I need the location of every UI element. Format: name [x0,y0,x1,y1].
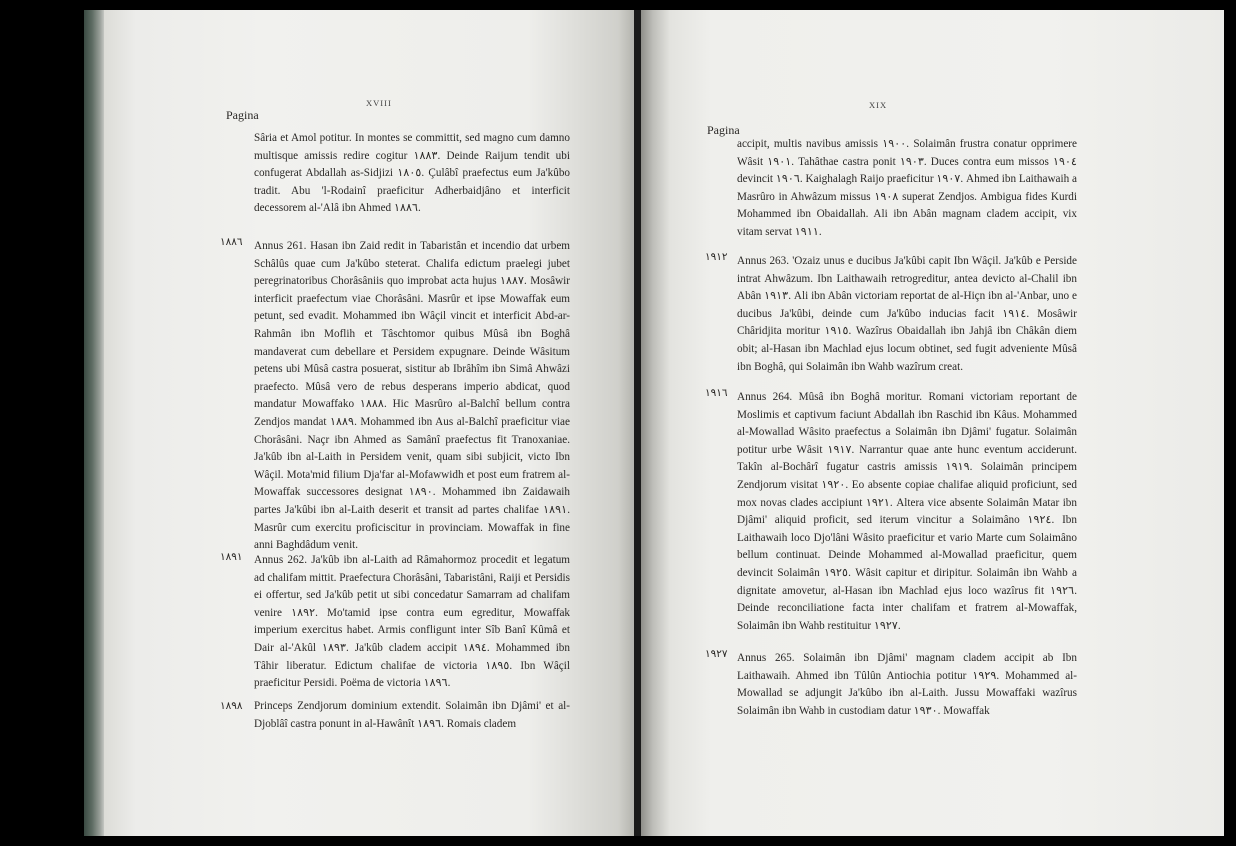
entry-paragraph: Annus 263. 'Ozaiz unus e ducibus Ja'kûbi capit Ibn Wâçil. Ja'kûb e Perside intrat Ahwâzum. Ibn Laithawaih retrogreditur, antea devicto al-Chalil ibn Abân ١٩١٣. Ali ibn Abân victoriam reportat de al-Hiçn ibn al-'Anbar, uno e ducibus Ja'kûbi, deinde cum Ja'kûbo inducias facit ١٩١٤. Mosâwir Châridjita moritur ١٩١٥. Wazîrus Obaidallah ibn Jahjâ ibn Châkân diem obit; al-Hasan ibn Machlad ejus locum obtinet, sed fugit adveniente Mûsâ ibn Boghâ, qui Solaimân ibn Wahb wazîrum creat. [737,255,1077,373]
text-block [737,136,1078,717]
margin-page-ref: ١٩١٦ [705,388,728,399]
text-block [254,130,570,734]
entry-paragraph: Sâria et Amol potitur. In montes se committit, sed magno cum damno multisque amissis redire cogitur ١٨٨٣. Deinde Raijum tendit ubi confugerat Abdallah as-Sidjizi ١٨٠٥. Çulâbî praefectus eum Ja'kûbo tradit. Abu 'l-Rodainî praeficitur Adherbaidjâno et interficit decessorem al-'Alâ ibn Ahmed ١٨٨٦. [254,132,571,215]
running-head: XVIII [366,98,392,108]
running-head: XIX [869,100,888,110]
pagina-label: Pagina [707,123,740,137]
book-spine [634,10,641,836]
right-page [641,10,1224,836]
entry-paragraph: Annus 262. Ja'kûb ibn al-Laith ad Râmahormoz procedit et legatum ad chalifam mittit. Praefectura Chorâsâni, Tabaristâni, Raiji et Persidis ei offertur, sed Ja'kûb petit ut sibi concedatur Samarram ad chalifam venire ١٨٩٢. Mo'tamid ipse contra eum egreditur, Mowaffak imperium exercitus habet. Armis confligunt inter Sîb Banî Kûmâ et Dair al-'Akûl ١٨٩٣. Ja'kûb cladem accipit ١٨٩٤. Mohammed ibn Tâhir liberatur. Edictum chalifae de victoria ١٨٩٥. Ibn Wâçil praeficitur Persidi. Poëma de victoria ١٨٩٦. [254,554,570,690]
margin-page-ref: ١٩٢٧ [705,649,728,660]
margin-page-ref: ١٨٩١ [220,552,243,563]
margin-page-ref: ١٩١٢ [705,252,728,263]
entry-paragraph: Annus 261. Hasan ibn Zaid redit in Tabaristân et incendio dat urbem Schâlûs quae cum Ja'kûbo steterat. Chalifa edictum praelegi jubet peregrinatoribus Chorâsâniis quo improbat acta hujus ١٨٨٧. Mosâwir interficit praefectum viae Chorâsâni. Masrûr et ipse Mowaffak eum petunt, sed evadit. Mohammed ibn Wâçil vincit et interficit Abd-ar-Rahmân ibn Moflih et Tâschtomor quibus Mûsâ ibn Boghâ mandaverat cum debellare et Persidem expugnare. Deinde Wâsitum petens ubi Mûsâ castra posuerat, sistitur ab Ibrâhîm ibn Simâ Ahwâzi praefecto. Mûsâ vero de rebus desperans imperio abdicat, quod mandatur Mowaffako ١٨٨٨. Hic Masrûro al-Balchî bellum contra Zendjos mandat ١٨٨٩. Mohammed ibn Aus al-Balchî praeficitur viae Chorâsâni. Naçr ibn Ahmed as Samânî praefectus fit Tranoxaniae. Ja'kûb ibn al-Laith in Persidem venit, quam sibi subjicit, victo Ibn Wâçil. Mota'mid filium Dja'far al-Mofawwidh et post eum fratrem al-Mowaffak successores designat ١٨٩٠. Mohammed ibn Zaidawaih partes Ja'kûbi ibn al-Laith deserit et transit ad partes chalifae ١٨٩١. Masrûr cum exercitu proficiscitur in provinciam. Mowaffak in fine anni Baghdâdum venit. [254,240,571,552]
book-left-edge [84,10,104,836]
margin-page-ref: ١٨٩٨ [220,701,243,712]
margin-page-ref: ١٨٨٦ [220,237,243,248]
entry-paragraph: Annus 264. Mûsâ ibn Boghâ moritur. Romani victoriam reportant de Moslimis et captivum faciunt Abdallah ibn Raschid ibn Kâus. Mohammed al-Mowallad Wâsito praefectus a Solaimân ibn Djâmi' fugatur. Solaimân potitur urbe Wâsit ١٩١٧. Narrantur quae ante hunc eventum acciderunt. Takîn al-Bochârî fugatur castris amissis ١٩١٩. Solaimân principem Zendjorum visitat ١٩٢٠. Eo absente copiae chalifae aliquid proficiunt, sed mox novas clades accipiunt ١٩٢١. Altera vice absente Solaimân Matar ibn Djâmi' aliquid proficit, sed iterum vincitur a Solaimâno ١٩٢٤. Ibn Laithawaih loco Djo'lâni Wâsito praeficitur et vario Marte cum Solaimâno bellum continuat. Deinde Mohammed al-Mowallad praeficitur, quem devincit Solaimân ١٩٢٥. Wâsit capitur et diripitur. Solaimân ibn Wahb a dignitate amovetur, al-Hasan ibn Machlad ejus loco wazîrus fit ١٩٢٦. Deinde reconciliatione facta inter chalifam et fratrem al-Mowaffak, Solaimân ibn Wahb restituitur ١٩٢٧. [737,391,1078,632]
pagina-label: Pagina [226,108,259,122]
entry-paragraph: Princeps Zendjorum dominium extendit. Solaimân ibn Djâmi' et al-Djoblâî castra ponunt in al-Hawânît ١٨٩٦. Romais cladem [254,700,570,730]
left-page [104,10,634,836]
entry-paragraph: accipit, multis navibus amissis ١٩٠٠. Solaimân frustra conatur opprimere Wâsit ١٩٠١. Tahâthae castra ponit ١٩٠٣. Duces contra eum missos ١٩٠٤ devincit ١٩٠٦. Kaighalagh Raijo praeficitur ١٩٠٧. Ahmed ibn Laithawaih a Masrûro in Ahwâzum missus ١٩٠٨ superat Zendjos. Ambigua fides Kurdi Mohammed ibn Obaidallah. Ali ibn Abân magnam cladem accipit, vix vitam servat ١٩١١. [737,138,1077,238]
entry-paragraph: Annus 265. Solaimân ibn Djâmi' magnam cladem accipit ab Ibn Laithawaih. Ahmed ibn Tûlûn Antiochia potitur ١٩٢٩. Mohammed al-Mowallad se adjungit Ja'kûbo ibn al-Laith. Jussu Mowaffaki wazîrus Solaimân ibn Wahb in custodiam datur ١٩٣٠. Mowaffak [737,652,1077,717]
